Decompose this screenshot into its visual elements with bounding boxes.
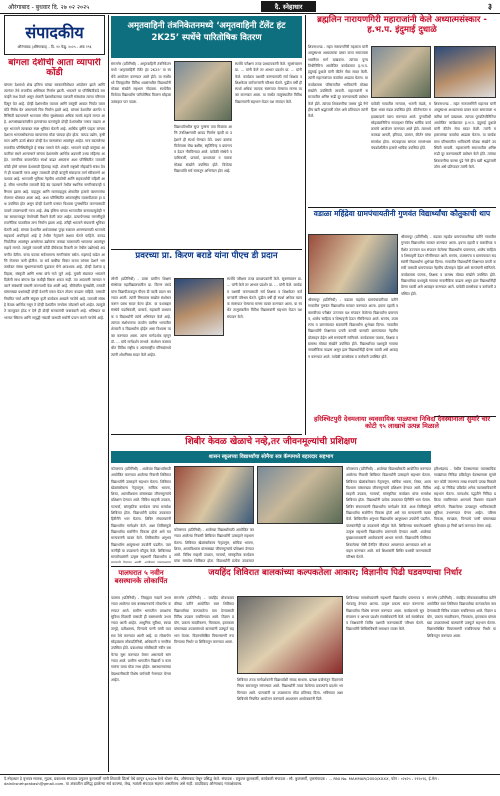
camp-body: कोपरगाव (प्रतिनिधी) - शाळेच्या विद्यार्थ्यांसाठी आयोजित करण्यात आलेल्या निवासी शिबिरात विद्यार्थ्यांनी उत्साहाने सहभाग घेतला. शिबिरात खेळांबरोबरच नेतृत्वगुण, सांघिक भावना, शिस्त, आत्मविश्वास यांसारख्या जीवनमूल्यांचे प्रशिक्षण देण्यात आले. विविध साहसी उपक्रम, गटचर्चा, सांस्कृतिक कार्यक्रम यांचा समावेश शिबिरात होता. विद्यार्थ्यांनी प्रत्येक उपक्रमात हिरीरीने भाग घेतला. शिबिर संचालकांनी विद्यार्थ्यांना मार्गदर्शन केले. अशा शिबिरांमुळे विद्यार्थ्यांचा सर्वांगीण विकास होतो असे मत मान्यवरांनी व्यक्त केले. शिबिरातील अनुभव विद्यार्थ्यांना आयुष्यभर उपयोगी पडतील. पालकांनीही या उपक्रमाचे कौतुक केले. शिबिराच्या समारोपप्रसंगी उत्कृष्ट सहभागी विद्यार्थ्यांना प्र [111, 467, 171, 560]
amrutvahini-body-col3 [235, 61, 302, 246]
jayhind-body-wrap-3 [346, 595, 424, 772]
jayhind-body-c: शिबिराच्या समारोपप्रसंगी सहभागी विद्यार्थ्यांना प्रमाणपत्र व भेटवस्तू देण्यात आल्या. उत्कृष्ट प्रकल्प सादर करणाऱ्या विद्यार्थ्यांचा विशेष सन्मान करण्यात आला. कार्यक्रमाचे सूत्रसंचालन व आभार प्रदर्शन स्वयंसेवकांनी केले. सर्व स्वयंसेवक व शिक्षकांनी शिबिर यशस्वी करण्यासाठी परिश्रम घेतले. विद्यार्थ्यांनी शिबिराविषयी समाधान व्यक्त केले. [346, 596, 424, 632]
phd-body-wrap-2 [227, 276, 302, 431]
section-divider [111, 434, 302, 435]
jayhind-body-b: शिबिरात तज्ज्ञ मार्गदर्शकांनी विद्यार्थ्यांशी संवाद साधला. प्रत्यक्ष प्रयोगांतून विज्ञानाचे नियम समजावून सांगण्यात आले. विद्यार्थ्यांनी तयार केलेल्या प्रकल्पांचे प्रदर्शन भरविण्यात आले. पालकांनी या उपक्रमाला मोठा प्रतिसाद दिला. भविष्यात अशा शिबिरांचे नियमित आयोजन करण्याचे आश्वासन आयोजकांनी दिले. [237, 678, 343, 701]
brahmalin-photo-2 [434, 46, 496, 98]
brahmalin-body-wrap [308, 44, 368, 204]
brahmalin-photo [371, 46, 431, 98]
devasthan-body: हरिश्चंद्रगड - येथील देवस्थानच्या व्यावसायिक गाळ्यांच्या निविदा प्रक्रियेतून देवस्थानाला सुमारे चार कोटी पंचाण्णव लाख रुपयांचे उत्पन्न मिळाले आहे. या निविदा प्रक्रियेत अनेक व्यावसायिकांनी सहभाग घेतला. पारदर्शक पद्धतीने निविदा प्रक्रिया राबविण्यात आल्याचे विश्वस्त मंडळाने सांगितले. मिळालेल्या उत्पन्नातून भाविकांसाठी सुविधा उभारण्यात येणार आहेत. परिसर विकास, स्वच्छता, पिण्याचे पाणी यांसारख्या सुविधांवर हा निधी खर्च करण्यात येणार आहे. [434, 467, 496, 528]
brahmalin-body-wrap-2 [371, 101, 431, 204]
top-strip [0, 0, 500, 13]
amrutvahini-body-col2 [174, 124, 232, 246]
phd-body-cont: स्पर्धेचे परीक्षण तज्ज्ञ प्राध्यापकांनी केले. सूत्रसंचालन प्रा. ... यांनी केले तर आभार प्रदर्शन प्रा. ... यांनी केले. कार्यक्रम यशस्वी करण्यासाठी सर्व शिक्षक व शिक्षकेतर कर्मचाऱ्यांनी परिश्रम घेतले. पुढील वर्षी ही स्पर्धा अधिक व्यापक स्वरूपात घेण्याचा मानस व्यक्त करण्यात आला. या स्पर्धेत तालुक्यातील विविध विद्यालयांनी सहभाग घेऊन यश संपादन केले. [227, 277, 302, 319]
devasthan-body-wrap [434, 466, 496, 563]
amrutvahini-body-b: विद्यार्थ्यांमधील सुप्त गुणांना वाव मिळावा आणि तंत्रशिक्षणाची आवड निर्माण व्हावी या उद्देशाने ही स्पर्धा घेण्यात येते. प्रथम क्रमांक विजेत्यास रोख बक्षीस, स्मृतिचिन्ह व प्रमाणपत्र देऊन गौरविण्यात आले. यावेळी संस्थेचे पदाधिकारी, प्राचार्य, प्राध्यापक व पालक मोठ्या संख्येने उपस्थित होते. विजेत्या विद्यार्थ्यांचे सर्व स्तरातून अभिनंदन होत आहे. [174, 125, 232, 174]
phd-body: लोणी (प्रतिनिधी) - प्रवरा ग्रामीण शिक्षण संस्थेच्या महाविद्यालयातील प्रा. किरण बराडे यांना विद्यापीठाकडून पीएच डी पदवी प्रदान करण्यात आली. त्यांनी विषयावर सखोल संशोधन करून प्रबंध सादर केला होता. या यशाबद्दल संस्थेचे पदाधिकारी, प्राचार्य, सहकारी प्राध्यापक व विद्यार्थ्यांनी त्यांचे अभिनंदन केले आहे. त्यांच्या संशोधनाचा उपयोग ग्रामीण भागातील शेतकरी व विद्यार्थ्यांना होईल असा विश्वास व्यक्त करण्यात आला. त्यांना मार्गदर्शक म्हणून डॉ. ... यांचे मार्गदर्शन लाभले. संशोधन कालावधीत विविध राष्ट्रीय व आंतरराष्ट्रीय परिषदांमध्ये त्यांनी शोधनिबंध सादर केले आहेत. [111, 277, 171, 357]
date-line: औरंगाबाद - बुधवार दि. २७ ०२ २०२५ [8, 3, 90, 11]
paper-name: दै. स्नेहाधार [261, 1, 317, 12]
camp-subhead: शासन स्कूलच्या विद्यार्थ्यांचा सोमैया सत्र कॅम्पमध्ये बहारदार सहभाग [111, 451, 431, 463]
phd-headline: प्रवरच्या प्रा. किरण बराडे यांना पीएच डी प्रदान [135, 251, 278, 261]
phd-body-wrap [111, 276, 171, 431]
camp-photo [174, 466, 254, 524]
devasthan-headline: हरिश्चिटपुरी देवमलाया व्यवसायिक पाळ्याचा निविदा देवस्थानाला सुमारे चार कोटी ९५ लाखाचे उत्पन्न मिळाले [313, 415, 491, 431]
jayhind-body-a: संगमनेर (प्रतिनिधी) - जयहिंद लोकचळवळीच्या वतीने आयोजित बाल शिबिरात विद्यार्थ्यांच्या कल्पकतेला वाव देण्यासाठी विविध उपक्रम राबविण्यात आले. विज्ञान प्रयोग, प्रकल्प सादरीकरण, चित्रकला, हस्तकला यांसारख्या उपक्रमांमध्ये बालकांनी उत्स्फूर्त सहभाग घेतला. विज्ञानाधिष्ठित विचारसरणी रुजविण्याचा निर्धार या शिबिरातून करण्यात आला. [174, 596, 234, 645]
amrutvahini-headline: अमृतवाहिनी तंत्रनिकेतनमध्ये ‘अमृतवाहिनी टॅलेंट हंट 2K25’ स्पर्धेचे पारितोषिक वितरण [111, 16, 302, 58]
masthead-title: संपादकीय [25, 22, 84, 42]
camp-body-wrap [111, 466, 171, 563]
vadala-body-cont: श्रीरामपूर (प्रतिनिधी) - वडाळा महादेव ग्रामपंचायतीच्या वतीने गावातील गुणवंत विद्यार्थ्यांचा सत्कार करण्यात आला. इयत्ता दहावी व बारावीच्या परीक्षेत उज्ज्वल यश संपादन केलेल्या विद्यार्थ्यांना प्रमाणपत्र, शालेय साहित्य व शिष्यवृत्ती देऊन गौरविण्यात आले. सरपंच, उपसरपंच व ग्रामपंचायत सदस्यांनी विद्यार्थ्यांना शुभेच्छा दिल्या. गावातील विद्यार्थ्यांनी शिक्षणात प्रगती करावी यासाठी ग्रामपंचायत नेहमीच प्रोत्साहन देईल असे सरपंचांनी सांगितले. कार्यक्रमास पालक, शिक्षक व ग्रामस्थ मोठ्या संख्येने उपस्थित होते. विद्यार्थ्यांच्या यशामुळे गावाचा नावलौकिक वाढला असून इतर विद्यार्थ्यांनीही प्रेरणा घ्यावी असे आवाहन करण्यात आले. यावेळी ग्रामसेवक व कर्मचारी उपस्थित होते. [401, 235, 496, 296]
brahmalin-body-wrap-3 [434, 101, 496, 204]
brahmalin-body-a: शिवनाथगड - महंत नारायणगिरी महाराज यांनी आयुष्यभर अध्यात्माचा प्रसार करत समाजाला भक्तीचा मार्ग दाखवला. त्यांच्या पुण्यतिथीनिमित्त आयोजित कार्यक्रमात ह.भ.प. इंदुमाई दुधाळे यांनी कीर्तन सेवा सादर केली. त्यांनी महाराजांच्या कार्याचा आढावा घेतला. या कार्यक्रमास परिसरातील भाविकांनी मोठ्या संख्येने उपस्थिती लावली. महाराजांनी समाजातील अनिष्ट रूढी दूर करण्यासाठी प्रबोधन केले होते. त्यांच्या शिकवणीचा वारसा पुढे नेणे हीच खरी श्रद्धांजली ठरेल असे प्रतिपादन त्यांनी केले. [308, 45, 368, 119]
phd-portrait [174, 278, 224, 336]
section-divider [111, 249, 302, 250]
col-divider [305, 15, 306, 435]
top-rule [0, 13, 500, 14]
editorial-headline: बांगला देशीची आता व्यापारी कोंडी [8, 58, 101, 79]
masthead [4, 15, 105, 55]
brahmalin-body-b: यावेळी गावातील मान्यवर, भजनी मंडळे, महिला भक्त मंडळ उपस्थित होते. कीर्तनानंतर महाप्रसादाचे वाटप करण्यात आले. पुण्यतिथी सोहळ्यानिमित्त सप्ताहभर विविध धार्मिक कार्यक्रमांचे आयोजन करण्यात आले होते. त्यामध्ये काकडा आरती, हरिपाठ, प्रवचन, कीर्तन यांचा समावेश होता. सप्ताहाच्या सांगता समारंभास पंचक्रोशीतील हजारो भाविक उपस्थित होते. [371, 102, 431, 151]
amrutvahini-body-a: संगमनेर (प्रतिनिधी) - अमृतवाहिनी तंत्रनिकेतन मध्ये ‘अमृतवाहिनी टॅलेंट हंट 2K25’ या स्पर्धेचे आयोजन करण्यात आले होते. या स्पर्धेमध्ये जिल्ह्यातील विविध शाळांमधील विद्यार्थ्यांनी मोठ्या संख्येने सहभाग नोंदवला. स्पर्धेतील विजेत्या विद्यार्थ्यांना पारितोषिक वितरण सोहळा उत्साहात पार पडला. [111, 62, 171, 104]
amrutvahini-photo [174, 61, 232, 121]
vadala-body: श्रीरामपूर (प्रतिनिधी) - वडाळा महादेव ग्रामपंचायतीच्या वतीने गावातील गुणवंत विद्यार्थ्यांचा सत्कार करण्यात आला. इयत्ता दहावी व बारावीच्या परीक्षेत उज्ज्वल यश संपादन केलेल्या विद्यार्थ्यांना प्रमाणपत्र, शालेय साहित्य व शिष्यवृत्ती देऊन गौरविण्यात आले. सरपंच, उपसरपंच व ग्रामपंचायत सदस्यांनी विद्यार्थ्यांना शुभेच्छा दिल्या. गावातील विद्यार्थ्यांनी शिक्षणात प्रगती करावी यासाठी ग्रामपंचायत नेहमीच प्रोत्साहन देईल असे सरपंचांनी सांगितले. कार्यक्रमास पालक, शिक्षक व ग्रामस्थ मोठ्या संख्येने उपस्थित होते. विद्यार्थ्यांच्या यशामुळे गावाचा नावलौकिक वाढला असून इतर विद्यार्थ्यांनीही प्रेरणा घ्यावी असे आवाहन करण्यात आले. यावेळी ग्रामसेवक व कर्मचारी उपस्थित होते. [308, 298, 398, 359]
camp-photo-2 [257, 466, 343, 524]
palghar-body: पालघर (प्रतिनिधी) - जिल्ह्यात नव्याने उभारण्यात आलेल्या पाच बसस्थानकांचे लोकार्पण करण्यात आले. ग्रामीण भागातील प्रवाशांना सुविधा मिळावी यासाठी ही बसस्थानके उभारण्यात आली आहेत. आधुनिक सुविधा, स्वच्छतागृहे, प्रतीक्षालय, पिण्याचे पाणी यांची व्यवस्था येथे करण्यात आली आहे. या लोकार्पण सोहळ्यास लोकप्रतिनिधी, अधिकारी व नागरिक उपस्थित होते. प्रवाशांच्या सोयीसाठी नवीन बसफेऱ्या सुरू करण्यात येणार असल्याचे सांगण्यात आले. ग्रामीण भागातील विद्यार्थी व कामगारांना याचा मोठा लाभ होईल. बसस्थानकांच्या देखभालीसाठी विशेष कर्मचारी नेमण्यात येणार आहेत. [111, 596, 171, 682]
jayhind-body-d: संगमनेर (प्रतिनिधी) - जयहिंद लोकचळवळीच्या वतीने आयोजित बाल शिबिरात विद्यार्थ्यांच्या कल्पकतेला वाव देण्यासाठी विविध उपक्रम राबविण्यात आले. विज्ञान प्रयोग, प्रकल्प सादरीकरण, चित्रकला, हस्तकला यांसारख्या उपक्रमांमध्ये बालकांनी उत्स्फूर्त सहभाग घेतला. विज्ञानाधिष्ठित विचारसरणी रुजविण्याचा निर्धार या शिबिरातून करण्यात आला. [427, 596, 496, 638]
jayhind-photo [237, 596, 343, 674]
editorial-body: बांगला देशमध्ये शेख हसिना यांच्या सरकारविरोधात आंदोलन झाले आणि त्यानंतर तेथे राजकीय अस्थिरता निर्माण झाली. भारताने या परिस्थितीकडे बारकाईने लक्ष ठेवले असून शेजारी देशासोबतच्या व्यापारी संबंधांवर त्याचा परिणाम दिसून येत आहे. दोन्ही देशांमधील व्यापार आणि वस्तूंची आयात निर्यात यावर मोठे निर्बंध येत असल्याचे चित्र निर्माण झाले आहे. बांगला देशातील अंतर्गत परिस्थिती बदलल्याने भारताला सीमा सुरक्षेबाबत अधिक सतर्क राहावे लागत आहे. अल्पसंख्याकांवरील हल्ल्यांच्या घटनांमुळे दोन्ही देशांमधील तणाव वाढला असून भारताने त्याबाबत स्पष्ट भूमिका घेतली आहे. आर्थिक दृष्टीने पाहता बांगला देशाला भारतासोबतच्या व्यापाराचा मोठा फायदा होत होता. कापड उद्योग, कृषी माल आणि ऊर्जा क्षेत्रात दोन्ही देश परस्परांवर अवलंबून आहेत. मात्र बदललेल्या राजकीय परिस्थितीमुळे हे संबंध ताणले गेले आहेत. भारताने काही वस्तूंच्या आयातीवर बंधने आणल्याने बांगला देशासमोर आर्थिक अडचणी उभ्या राहिल्या आहेत. जागतिक बाजारपेठेत स्पर्धा वाढत असताना अशा परिस्थितीत व्यापारी कोंडी होणे बांगला देशासाठी हितावह नाही. शेजारी राष्ट्रांशी सौहार्दाचे संबंध ठेवणे ही काळाची गरज असून त्यासाठी दोन्ही बाजूंनी संवादाचा मार्ग स्वीकारणे आवश्यक आहे. भारताची भूमिका नेहमीच शांततेची आणि सहकार्याची राहिली आहे. सीमा भागातील व्यापारी केंद्रे बंद पडल्याने तेथील स्थानिक नागरिकांवरही परिणाम झाला आहे. वाहतूक आणि मालवाहतूक क्षेत्रातील हजारो कामगारांचा रोजगार धोक्यात आला आहे. अशा परिस्थितीत आंतरराष्ट्रीय व्यासपीठावर हा प्रश्न उपस्थित होत असून दोन्ही देशांनी परस्पर विश्वास पुनर्स्थापित करण्यासाठी पावले उचलण्याची गरज आहे. शेख हसिना यांच्या भारतातील वास्तव्यामुळेही नव्या सरकारकडून वेगवेगळी विधाने केली जात आहेत. प्रत्यार्पणाच्या मागणीमुळे राजनैतिक पातळीवर ताण निर्माण झाला आहे. तरीही भारताने संयमाची भूमिका घेतली आहे. बांगला देशातील अर्थव्यवस्था पुन्हा रुळावर आणण्यासाठी भारताचे सहकार्य अपरिहार्य आहे हे तेथील नेतृत्वाने लक्षात घेतले पाहिजे. कापड निर्यातीवर अवलंबून असलेल्या उद्योगांना कच्च्या मालासाठी भारतावर अवलंबून राहावे लागते. त्यामुळे व्यापारी कोंडी दीर्घकाळ टिकली तर तेथील उद्योगधंदे अडचणीत येतील. याचा फटका सर्वसामान्य नागरिकांना बसेल. महागाई वाढेल आणि रोजगार कमी होतील. या सर्व बाबींचा विचार करता बांगला देशाने भारतासोबत संबंध सुधारण्यासाठी पुढाकार घेणे आवश्यक आहे. दोन्ही देशांचा इतिहास, संस्कृती आणि भाषा यांचे नाते जुने आहे. मुक्ती संग्रामात भारताने दिलेली साथ बांगला देश कधीही विसरू शकत नाही. त्या आठवणी जागवत नव्याने संबंधांची बांधणी करण्याची वेळ आली आहे. सीमेवरील घुसखोरी, तस्करी यांसारख्या प्रश्नांवरही दोन्ही देशांनी एकत्र येऊन तोडगा काढला पाहिजे. यासाठी नियमित चर्चा आणि संयुक्त कृती कार्यक्रम आखणे गरजेचे आहे. व्यापारी संबंध हे केवळ आर्थिक नसून ते दोन्ही देशांतील जनतेला जोडणारे धागे आहेत. त्यामुळे ते कमकुवत होऊ न देणे ही दोन्ही सरकारांची जबाबदारी आहे. भविष्यात या भागात स्थिरता आणि समृद्धी नांदावी यासाठी सर्वांनी प्रयत्न करणे गरजेचे आहे. [4, 82, 105, 320]
section-divider [308, 207, 496, 208]
vadala-headline: वडाळा महिंद्रेवा ग्रामपंचायतीनी गुणवंत विद्यार्थ्यांचा कौतुकाची थाप [313, 209, 491, 218]
vadala-photo [308, 234, 398, 294]
amrutvahini-body-c: स्पर्धेचे परीक्षण तज्ज्ञ प्राध्यापकांनी केले. सूत्रसंचालन प्रा. ... यांनी केले तर आभार प्रदर्शन प्रा. ... यांनी केले. कार्यक्रम यशस्वी करण्यासाठी सर्व शिक्षक व शिक्षकेतर कर्मचाऱ्यांनी परिश्रम घेतले. पुढील वर्षी ही स्पर्धा अधिक व्यापक स्वरूपात घेण्याचा मानस व्यक्त करण्यात आला. या स्पर्धेत तालुक्यातील विविध विद्यालयांनी सहभाग घेऊन यश संपादन केले. [235, 62, 302, 104]
palghar-body-wrap [111, 595, 171, 772]
brahmalin-headline: ब्रह्मलिन नारायणगिरी महाराजांनी केले अध्यात्मसंस्कार - ह.भ.प. इंदुमाई दुधाळे [317, 15, 487, 35]
palghar-headline: पालघरात ५ नवीन बसस्थानके लोकार्पित [114, 569, 168, 586]
brahmalin-body-c: शिवनाथगड - महंत नारायणगिरी महाराज यांनी आयुष्यभर अध्यात्माचा प्रसार करत समाजाला भक्तीचा मार्ग दाखवला. त्यांच्या पुण्यतिथीनिमित्त आयोजित कार्यक्रमात ह.भ.प. इंदुमाई दुधाळे यांनी कीर्तन सेवा सादर केली. त्यांनी महाराजांच्या कार्याचा आढावा घेतला. या कार्यक्रमास परिसरातील भाविकांनी मोठ्या संख्येने उपस्थिती लावली. महाराजांनी समाजातील अनिष्ट रूढी दूर करण्यासाठी प्रबोधन केले होते. त्यांच्या शिकवणीचा वारसा पुढे नेणे हीच खरी श्रद्धांजली ठरेल असे प्रतिपादन त्यांनी केले. [434, 102, 496, 169]
masthead-subline: औरंगाबाद (औरंगाबाद) - दि. १२ फेब्रु. २०२५ - अंक १९६ [17, 44, 92, 49]
page-number: ३ [487, 2, 492, 11]
jayhind-headline: जयहिंद शिविरात बालकांच्या कल्पकतेला आकार; विज्ञानीय पिढी घडवण्याचा निर्धार [208, 568, 462, 578]
imprint-footer: दै.स्नेहाधार हे वृत्तपत्र मालक, मुद्रक, प्रकाशक संपादक प्रफुल्ल कुलकर्णी यांनी शिवाजी प्रिंटर्स येथे छापून ६/४३२७ रेल्वे स्टेशन रोड, औरंगाबाद येथून प्रसिद्ध केले. संपादक : प्रफुल्ल कुलकर्णी, कार्यकारी संपादक : सौ. कुलकर्णी, वृत्तसंपादक : ... RNI No. MAHMAR/2000/XXXX, फोन : ०२४२५ - २९२०२६, ई-मेल : dainiksnehprakash@gmail.com. या अंकातील प्रसिद्ध झालेल्या सर्व बातम्या, लेख, मतांशी संपादक सहमत असतीलच असे नाही. वादविवाद औरंगाबाद न्यायक्षेत्रातच. [0, 774, 500, 796]
section-divider [111, 566, 431, 567]
vadala-body-wrap-2 [401, 234, 496, 413]
vadala-body-wrap [308, 297, 398, 413]
camp-headline: शिबीर केवळ खेळाचे नव्हे,तर जीवनमूल्यांची प्रशिक्षण [185, 437, 357, 447]
jayhind-body-wrap-2 [237, 677, 343, 772]
camp-body-wrap-3 [346, 466, 431, 563]
jayhind-body-wrap-1 [174, 595, 234, 772]
amrutvahini-body-col1 [111, 61, 171, 246]
camp-body-cont: कोपरगाव (प्रतिनिधी) - शाळेच्या विद्यार्थ्यांसाठी आयोजित करण्यात आलेल्या निवासी शिबिरात विद्यार्थ्यांनी उत्साहाने सहभाग घेतला. शिबिरात खेळांबरोबरच नेतृत्वगुण, सांघिक भावना, शिस्त, आत्मविश्वास यांसारख्या जीवनमूल्यांचे प्रशिक्षण देण्यात आले. विविध साहसी उपक्रम, गटचर्चा, सांस्कृतिक कार्यक्रम यांचा समावेश शिबिरात होता. विद्यार्थ्यांनी प्रत्येक उपक्रमात [174, 528, 254, 563]
editorial-column [4, 58, 105, 772]
col-divider [108, 15, 109, 772]
camp-body-wrap-2 [174, 527, 254, 563]
jayhind-body-wrap-4 [427, 595, 496, 772]
camp-body-cont-2: कोपरगाव (प्रतिनिधी) - शाळेच्या विद्यार्थ्यांसाठी आयोजित करण्यात आलेल्या निवासी शिबिरात विद्यार्थ्यांनी उत्साहाने सहभाग घेतला. शिबिरात खेळांबरोबरच नेतृत्वगुण, सांघिक भावना, शिस्त, आत्मविश्वास यांसारख्या जीवनमूल्यांचे प्रशिक्षण देण्यात आले. विविध साहसी उपक्रम, गटचर्चा, सांस्कृतिक कार्यक्रम यांचा समावेश शिबिरात होता. विद्यार्थ्यांनी प्रत्येक उपक्रमात हिरीरीने भाग घेतला. शिबिर संचालकांनी विद्यार्थ्यांना मार्गदर्शन केले. अशा शिबिरांमुळे विद्यार्थ्यांचा सर्वांगीण विकास होतो असे मत मान्यवरांनी व्यक्त केले. शिबिरातील अनुभव विद्यार्थ्यांना आयुष्यभर उपयोगी पडतील. पालकांनीही या उपक्रमाचे कौतुक केले. शिबिराच्या समारोपप्रसंगी उत्कृष्ट सहभागी विद्यार्थ्यांना प्रमाणपत्रे देण्यात आली. शाळेच्या मुख्याध्यापकांनी आयोजकांचे आभार मानले. विद्यार्थ्यांनी शिबिरात शिकलेल्या गोष्टी दैनंदिन जीवनात आचरणात आणाव्यात असे आवाहन करण्यात आले. सर्व शिक्षकांनी शिबिर यशस्वी करण्यासाठी परिश्रम घेतले. [346, 467, 431, 560]
